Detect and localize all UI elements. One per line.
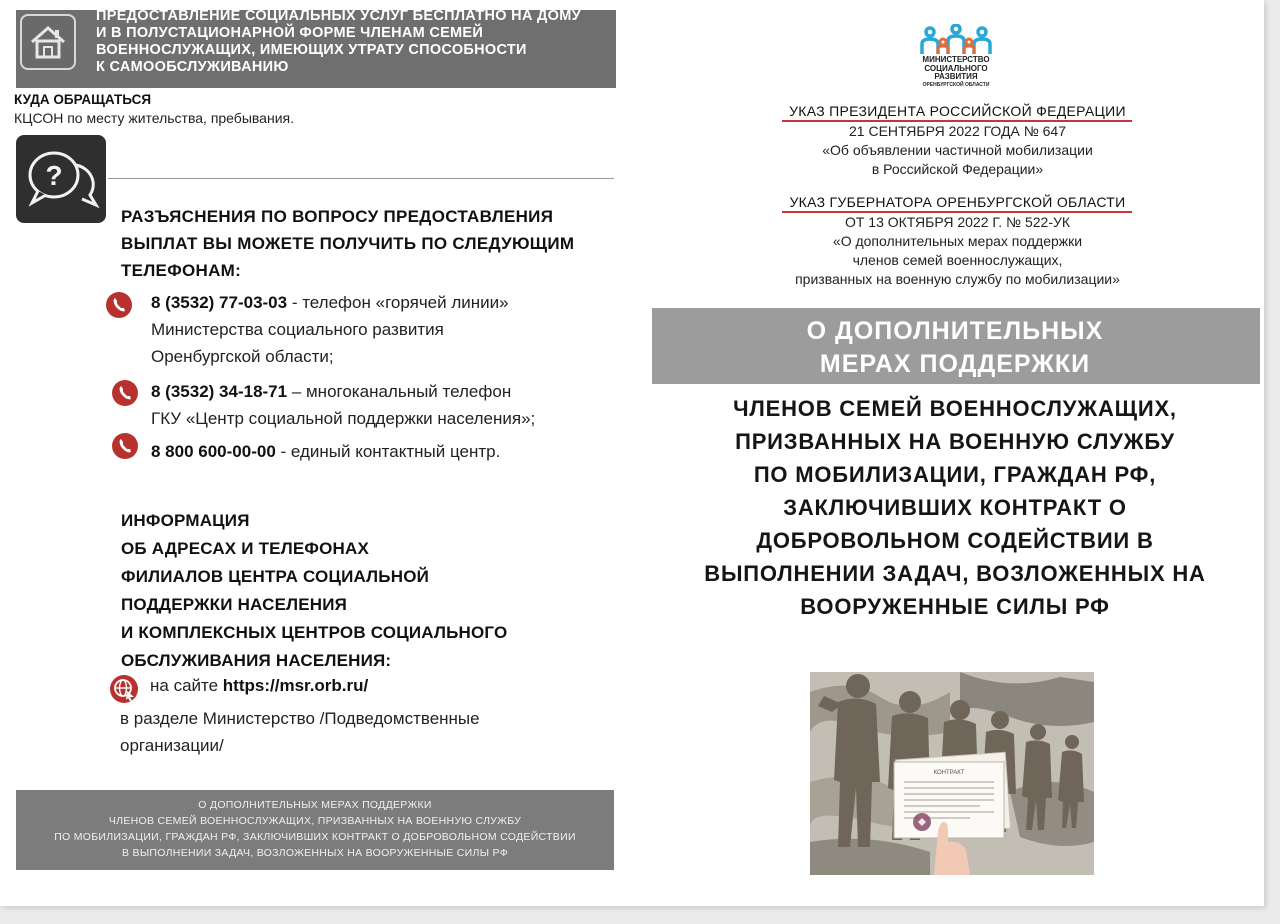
phone-description: – многоканальный телефон [287, 382, 512, 401]
headline-line: МЕРАХ ПОДДЕРЖКИ [819, 350, 1091, 378]
house-icon [20, 14, 76, 70]
ministry-logo-text [916, 56, 996, 88]
subheadline [660, 392, 1250, 623]
info-line: ФИЛИАЛОВ ЦЕНТРА СОЦИАЛЬНОЙ [121, 567, 430, 586]
phone-number[interactable]: 8 (3532) 77-03-03 [151, 293, 288, 312]
where-to-apply-title: КУДА ОБРАЩАТЬСЯ [14, 92, 152, 107]
info-line: И КОМПЛЕКСНЫХ ЦЕНТРОВ СОЦИАЛЬНОГО [121, 623, 508, 642]
governor-decree-body [740, 213, 1175, 289]
top-banner-line: И В ПОЛУСТАЦИОНАРНОЙ ФОРМЕ ЧЛЕНАМ СЕМЕЙ [96, 25, 484, 41]
info-heading [121, 507, 611, 675]
phone-number[interactable]: 8 800 600-00-00 [151, 442, 276, 461]
decree-line: «О дополнительных мерах поддержки [832, 233, 1083, 249]
website-section-text [120, 705, 600, 759]
globe-cursor-icon [110, 675, 138, 703]
speech-bubbles-question-icon [16, 135, 106, 223]
phone-number[interactable]: 8 (3532) 34-18-71 [151, 382, 288, 401]
website-line [150, 676, 368, 696]
subhead-line: ПО МОБИЛИЗАЦИИ, ГРАЖДАН РФ, [753, 462, 1157, 487]
phone-description: Министерства социального развития [151, 320, 444, 339]
subhead-line: ЗАКЛЮЧИВШИХ КОНТРАКТ О [783, 495, 1127, 520]
governor-decree-title: УКАЗ ГУБЕРНАТОРА ОРЕНБУРГСКОЙ ОБЛАСТИ [789, 194, 1126, 210]
section-line: организации/ [120, 736, 224, 755]
subhead-line: ЧЛЕНОВ СЕМЕЙ ВОЕННОСЛУЖАЩИХ, [733, 396, 1177, 421]
website-link[interactable]: https://msr.orb.ru/ [222, 676, 369, 695]
logo-line: СОЦИАЛЬНОГО [924, 63, 988, 73]
phone-icon [112, 380, 138, 406]
contract-label: КОНТРАКТ [933, 770, 965, 776]
explanation-line: РАЗЪЯСНЕНИЯ ПО ВОПРОСУ ПРЕДОСТАВЛЕНИЯ [121, 207, 554, 226]
bottom-banner-line: В ВЫПОЛНЕНИИ ЗАДАЧ, ВОЗЛОЖЕННЫХ НА ВООРУЖЕННЫЕ СИЛЫ РФ [122, 847, 508, 859]
bottom-banner-text [16, 797, 614, 861]
top-banner-line: ПРЕДОСТАВЛЕНИЕ СОЦИАЛЬНЫХ УСЛУГ БЕСПЛАТНО НА ДОМУ [96, 8, 581, 24]
top-banner-line: К САМООБСЛУЖИВАНИЮ [96, 59, 289, 75]
info-line: ПОДДЕРЖКИ НАСЕЛЕНИЯ [121, 595, 348, 614]
where-to-apply-text: КЦСОН по месту жительства, пребывания. [14, 110, 294, 126]
bottom-banner-line: О ДОПОЛНИТЕЛЬНЫХ МЕРАХ ПОДДЕРЖКИ [198, 799, 432, 811]
explanation-line: ВЫПЛАТ ВЫ МОЖЕТЕ ПОЛУЧИТЬ ПО СЛЕДУЮЩИМ [121, 234, 575, 253]
phone-icon [106, 292, 132, 318]
bottom-banner-line: ПО МОБИЛИЗАЦИИ, ГРАЖДАН РФ, ЗАКЛЮЧИВШИХ КОНТРАКТ О ДОБРОВОЛЬНОМ СОДЕЙСТВИИ [54, 831, 576, 843]
subhead-line: ВЫПОЛНЕНИИ ЗАДАЧ, ВОЗЛОЖЕННЫХ НА [704, 561, 1206, 586]
phone-entry-contact-center [151, 438, 611, 465]
section-divider [108, 178, 614, 179]
decree-line: призванных на военную службу по мобилизации» [795, 271, 1120, 287]
phone-icon [112, 433, 138, 459]
phone-entry-hotline [151, 289, 611, 370]
decree-line: в Российской Федерации» [871, 161, 1044, 177]
website-prefix: на сайте [150, 676, 223, 695]
subhead-line: ДОБРОВОЛЬНОМ СОДЕЙСТВИИ В [756, 528, 1154, 553]
info-line: ОБСЛУЖИВАНИЯ НАСЕЛЕНИЯ: [121, 651, 392, 670]
top-banner-text [96, 8, 611, 76]
info-line: ИНФОРМАЦИЯ [121, 511, 250, 530]
presidential-decree-title: УКАЗ ПРЕЗИДЕНТА РОССИЙСКОЙ ФЕДЕРАЦИИ [789, 103, 1126, 119]
decree-line: «Об объявлении частичной мобилизации [822, 142, 1093, 158]
logo-line: ОРЕНБУРГСКОЙ ОБЛАСТИ [922, 81, 990, 88]
decree-line: ОТ 13 ОКТЯБРЯ 2022 Г. № 522-УК [844, 214, 1071, 230]
soldiers-saluting-contract-illustration [810, 672, 1094, 875]
phone-description: Оренбургской области; [151, 347, 334, 366]
phone-description: - единый контактный центр. [275, 442, 501, 461]
phone-entry-multichannel [151, 378, 611, 432]
decree-line: 21 СЕНТЯБРЯ 2022 ГОДА № 647 [849, 123, 1066, 139]
bottom-banner-line: ЧЛЕНОВ СЕМЕЙ ВОЕННОСЛУЖАЩИХ, ПРИЗВАННЫХ НА ВОЕННУЮ СЛУЖБУ [108, 815, 522, 827]
svg-text:?: ? [45, 160, 63, 191]
top-banner-line: ВОЕННОСЛУЖАЩИХ, ИМЕЮЩИХ УТРАТУ СПОСОБНОСТИ [96, 42, 527, 58]
decree-line: членов семей военнослужащих, [852, 252, 1063, 268]
section-line: в разделе Министерство /Подведомственные [120, 709, 480, 728]
explanation-heading [121, 203, 611, 284]
phone-description: - телефон «горячей линии» [287, 293, 509, 312]
logo-line: РАЗВИТИЯ [934, 72, 978, 81]
phone-description: ГКУ «Центр социальной поддержки населения»; [151, 409, 536, 428]
headline [760, 315, 1150, 381]
explanation-line: ТЕЛЕФОНАМ: [121, 261, 242, 280]
subhead-line: ВООРУЖЕННЫЕ СИЛЫ РФ [800, 594, 1110, 619]
subhead-line: ПРИЗВАННЫХ НА ВОЕННУЮ СЛУЖБУ [735, 429, 1175, 454]
logo-line: МИНИСТЕРСТВО [922, 55, 990, 64]
presidential-decree-body [760, 122, 1155, 179]
info-line: ОБ АДРЕСАХ И ТЕЛЕФОНАХ [121, 539, 370, 558]
headline-line: О ДОПОЛНИТЕЛЬНЫХ [806, 317, 1104, 345]
